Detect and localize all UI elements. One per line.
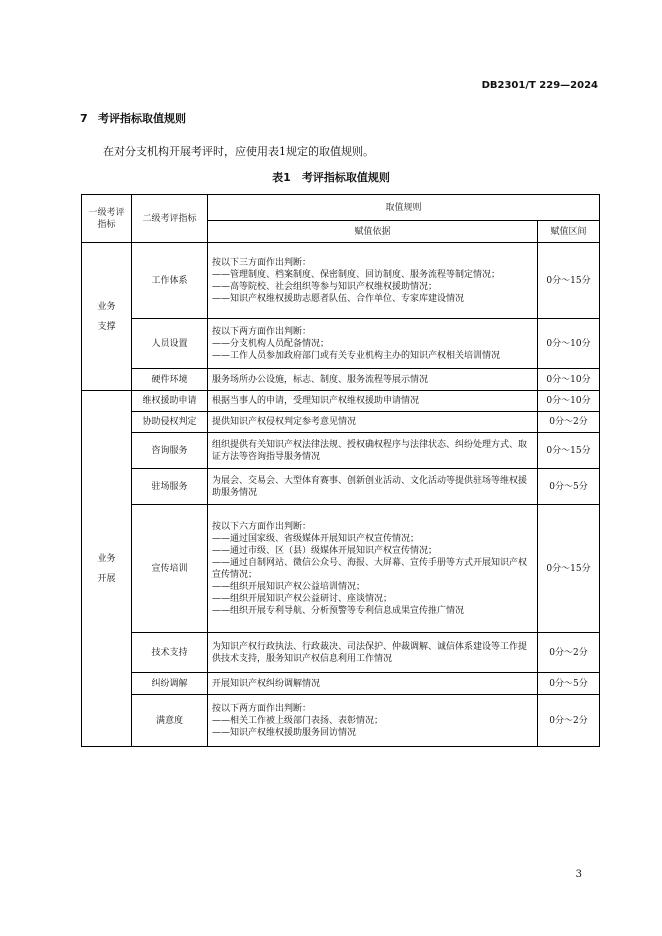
range-cell: 0分～5分 <box>538 673 600 695</box>
basis-line: ——通过自制网站、微信公众号、海报、大屏幕、宣传手册等方式开展知识产权宣传情况； <box>212 557 528 580</box>
basis-line: ——分支机构人员配备情况； <box>212 338 330 349</box>
rules-table <box>81 194 600 747</box>
range-cell: 0分～10分 <box>538 319 600 369</box>
basis-line: 按以下三方面作出判断： <box>212 257 312 268</box>
level2-indicator-cell: 协助侵权判定 <box>132 412 208 433</box>
range-cell: 0分～2分 <box>538 695 600 747</box>
basis-line: ——管理制度、档案制度、保密制度、回访制度、服务流程等制定情况； <box>212 269 501 280</box>
table-row <box>82 412 600 433</box>
table-row <box>82 673 600 695</box>
level2-indicator-cell: 咨询服务 <box>132 433 208 469</box>
basis-line: 组织提供有关知识产权法律法规、授权确权程序与法律状态、纠纷处理方式、取证方法等咨询指导服务情况 <box>212 439 528 462</box>
basis-cell <box>208 433 538 469</box>
level2-indicator-cell: 宣传培训 <box>132 505 208 633</box>
basis-cell <box>208 505 538 633</box>
table-row <box>82 633 600 673</box>
range-cell: 0分～15分 <box>538 243 600 319</box>
basis-line: ——高等院校、社会组织等参与知识产权维权援助情况； <box>212 281 438 292</box>
basis-line: ——组织开展知识产权公益研讨、座谈情况； <box>212 593 393 604</box>
basis-cell <box>208 243 538 319</box>
range-cell: 0分～2分 <box>538 412 600 433</box>
basis-cell <box>208 633 538 673</box>
table-row <box>82 433 600 469</box>
basis-line: 为展会、交易会、大型体育赛事、创新创业活动、文化活动等提供驻场等维权援助服务情况 <box>212 475 528 498</box>
table-row <box>82 695 600 747</box>
header-rule: 取值规则 <box>208 195 600 221</box>
basis-line: ——通过市级、区（县）级媒体开展知识产权宣传情况； <box>212 545 438 556</box>
level1-indicator-cell: 业务 支撑 <box>82 243 132 391</box>
basis-line: 为知识产权行政执法、行政裁决、司法保护、仲裁调解、诚信体系建设等工作提供技术支持，服务知识产权信息利用工作情况 <box>212 641 528 664</box>
section-number: 7 <box>80 112 88 125</box>
header-range: 赋值区间 <box>538 221 600 243</box>
basis-line: ——知识产权维权援助服务回访情况 <box>212 727 357 738</box>
level2-indicator-cell: 工作体系 <box>132 243 208 319</box>
range-cell: 0分～10分 <box>538 369 600 391</box>
table-row <box>82 243 600 319</box>
basis-cell <box>208 391 538 412</box>
section-title: 考评指标取值规则 <box>98 112 186 125</box>
basis-line: 按以下两方面作出判断： <box>212 326 312 337</box>
basis-line: 提供知识产权侵权判定参考意见情况 <box>212 417 357 427</box>
basis-line: 按以下六方面作出判断： <box>212 521 312 532</box>
header-level2: 二级考评指标 <box>132 195 208 243</box>
basis-cell <box>208 319 538 369</box>
table-row <box>82 369 600 391</box>
level2-indicator-cell: 技术支持 <box>132 633 208 673</box>
basis-cell <box>208 412 538 433</box>
intro-paragraph: 在对分支机构开展考评时，应使用表1规定的取值规则。 <box>103 145 374 158</box>
range-cell: 0分～5分 <box>538 469 600 505</box>
basis-cell <box>208 673 538 695</box>
table-header-row <box>82 195 600 221</box>
basis-line: ——通过国家级、省级媒体开展知识产权宣传情况； <box>212 533 420 544</box>
basis-line: ——工作人员参加政府部门或有关专业机构主办的知识产权相关培训情况 <box>212 350 501 361</box>
basis-line: 按以下两方面作出判断： <box>212 703 312 714</box>
document-id: DB2301/T 229—2024 <box>481 80 598 91</box>
basis-cell <box>208 369 538 391</box>
page-number: 3 <box>575 869 582 880</box>
basis-line: ——组织开展专利导航、分析预警等专利信息成果宣传推广情况 <box>212 605 465 616</box>
basis-line: 服务场所办公设施，标志、制度、服务流程等展示情况 <box>212 374 429 385</box>
section-heading <box>80 110 186 126</box>
header-basis: 赋值依据 <box>208 221 538 243</box>
level2-indicator-cell: 人员设置 <box>132 319 208 369</box>
basis-line: 根据当事人的申请，受理知识产权维权援助申请情况 <box>212 396 420 406</box>
range-cell: 0分～10分 <box>538 391 600 412</box>
range-cell: 0分～2分 <box>538 633 600 673</box>
level2-indicator-cell: 硬件环境 <box>132 369 208 391</box>
range-cell: 0分～15分 <box>538 505 600 633</box>
table-caption: 表1 考评指标取值规则 <box>272 171 390 184</box>
level1-indicator-cell: 业务 开展 <box>82 391 132 747</box>
basis-line: ——相关工作被上级部门表扬、表彰情况； <box>212 715 384 726</box>
basis-line: ——知识产权维权援助志愿者队伍、合作单位、专家库建设情况 <box>212 293 465 304</box>
level2-indicator-cell: 维权援助申请 <box>132 391 208 412</box>
table-row <box>82 469 600 505</box>
basis-line: ——组织开展知识产权公益培训情况； <box>212 581 366 592</box>
level2-indicator-cell: 驻场服务 <box>132 469 208 505</box>
basis-cell <box>208 469 538 505</box>
basis-cell <box>208 695 538 747</box>
table-row <box>82 505 600 633</box>
table-row <box>82 391 600 412</box>
basis-line: 开展知识产权纠纷调解情况 <box>212 678 321 689</box>
level2-indicator-cell: 纠纷调解 <box>132 673 208 695</box>
header-level1: 一级考评指标 <box>82 195 132 243</box>
level2-indicator-cell: 满意度 <box>132 695 208 747</box>
table-row <box>82 319 600 369</box>
range-cell: 0分～15分 <box>538 433 600 469</box>
